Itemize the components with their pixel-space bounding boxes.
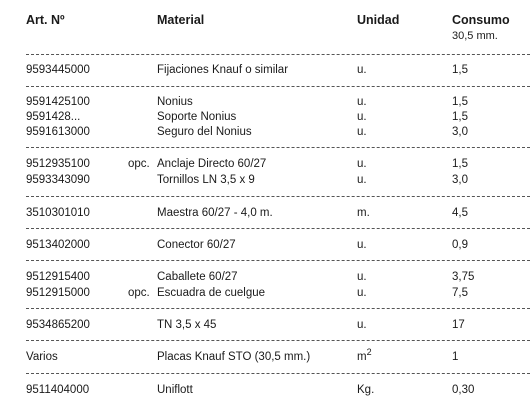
cell-art: 9591428... bbox=[26, 111, 81, 123]
cell-material: Nonius bbox=[157, 96, 193, 108]
cell-opc: opc. bbox=[128, 158, 150, 170]
cell-material: Fijaciones Knauf o similar bbox=[157, 64, 289, 76]
header-unidad: Unidad bbox=[357, 13, 400, 27]
cell-consumo: 0,9 bbox=[452, 239, 468, 251]
cell-unidad: u. bbox=[357, 126, 367, 138]
cell-unidad: u. bbox=[357, 239, 367, 251]
cell-unidad: u. bbox=[357, 319, 367, 331]
table-row bbox=[0, 270, 530, 284]
cell-material: Soporte Nonius bbox=[157, 111, 237, 123]
cell-art: 9591613000 bbox=[26, 126, 90, 138]
header-material: Material bbox=[157, 13, 205, 27]
cell-material: Caballete 60/27 bbox=[157, 271, 238, 283]
cell-art: 9512915400 bbox=[26, 271, 90, 283]
divider bbox=[26, 260, 530, 261]
cell-art: Varios bbox=[26, 351, 58, 363]
cell-material: Maestra 60/27 - 4,0 m. bbox=[157, 207, 273, 219]
cell-art: 9593445000 bbox=[26, 64, 90, 76]
cell-unidad bbox=[357, 347, 372, 364]
cell-consumo: 1,5 bbox=[452, 111, 468, 123]
table-row bbox=[0, 383, 530, 397]
cell-consumo: 0,30 bbox=[452, 384, 475, 396]
unidad-exponent: 2 bbox=[366, 347, 372, 358]
cell-material: Placas Knauf STO (30,5 mm.) bbox=[157, 351, 311, 363]
divider bbox=[26, 340, 530, 341]
cell-art: 9591425100 bbox=[26, 96, 90, 108]
cell-art: 9512915000 bbox=[26, 287, 90, 299]
header-art: Art. Nº bbox=[26, 13, 65, 27]
table-row bbox=[0, 318, 530, 332]
cell-unidad: u. bbox=[357, 64, 367, 76]
header-consumo: Consumo bbox=[452, 13, 510, 27]
table-row bbox=[0, 125, 530, 139]
cell-unidad: u. bbox=[357, 96, 367, 108]
cell-art: 9513402000 bbox=[26, 239, 90, 251]
cell-consumo: 1,5 bbox=[452, 96, 468, 108]
cell-material: Seguro del Nonius bbox=[157, 126, 252, 138]
divider bbox=[26, 86, 530, 87]
table-row bbox=[0, 347, 530, 364]
cell-material: Anclaje Directo 60/27 bbox=[157, 158, 267, 170]
cell-art: 9534865200 bbox=[26, 319, 90, 331]
cell-consumo: 3,0 bbox=[452, 174, 468, 186]
cell-consumo: 3,0 bbox=[452, 126, 468, 138]
table-row bbox=[0, 173, 530, 187]
cell-unidad: m. bbox=[357, 207, 370, 219]
cell-consumo: 1,5 bbox=[452, 64, 468, 76]
cell-material: Escuadra de cuelgue bbox=[157, 287, 266, 299]
divider bbox=[26, 228, 530, 229]
cell-consumo: 7,5 bbox=[452, 287, 468, 299]
divider bbox=[26, 54, 530, 55]
cell-consumo: 1,5 bbox=[452, 158, 468, 170]
table-row bbox=[0, 157, 530, 171]
unidad-base: m bbox=[357, 351, 367, 363]
cell-consumo: 1 bbox=[452, 351, 459, 363]
cell-material: Tornillos LN 3,5 x 9 bbox=[157, 174, 255, 186]
divider bbox=[26, 147, 530, 148]
cell-material: Uniflott bbox=[157, 384, 193, 396]
divider bbox=[26, 373, 530, 374]
cell-consumo: 4,5 bbox=[452, 207, 468, 219]
divider bbox=[26, 196, 530, 197]
table-row bbox=[0, 286, 530, 300]
table-row bbox=[0, 63, 530, 77]
table-row bbox=[0, 238, 530, 252]
cell-material: TN 3,5 x 45 bbox=[157, 319, 217, 331]
table-row bbox=[0, 110, 530, 124]
table-row bbox=[0, 95, 530, 109]
cell-opc: opc. bbox=[128, 287, 150, 299]
cell-unidad: u. bbox=[357, 174, 367, 186]
cell-unidad: Kg. bbox=[357, 384, 375, 396]
cell-unidad: u. bbox=[357, 111, 367, 123]
cell-consumo: 3,75 bbox=[452, 271, 475, 283]
cell-unidad: u. bbox=[357, 271, 367, 283]
cell-art: 9593343090 bbox=[26, 174, 90, 186]
cell-unidad: u. bbox=[357, 287, 367, 299]
cell-material: Conector 60/27 bbox=[157, 239, 236, 251]
cell-unidad: u. bbox=[357, 158, 367, 170]
cell-art: 9511404000 bbox=[26, 384, 90, 396]
divider bbox=[26, 308, 530, 309]
cell-art: 9512935100 bbox=[26, 158, 90, 170]
cell-art: 3510301010 bbox=[26, 207, 90, 219]
table-row bbox=[0, 206, 530, 220]
header-consumo-sub: 30,5 mm. bbox=[452, 30, 498, 42]
cell-consumo: 17 bbox=[452, 319, 465, 331]
